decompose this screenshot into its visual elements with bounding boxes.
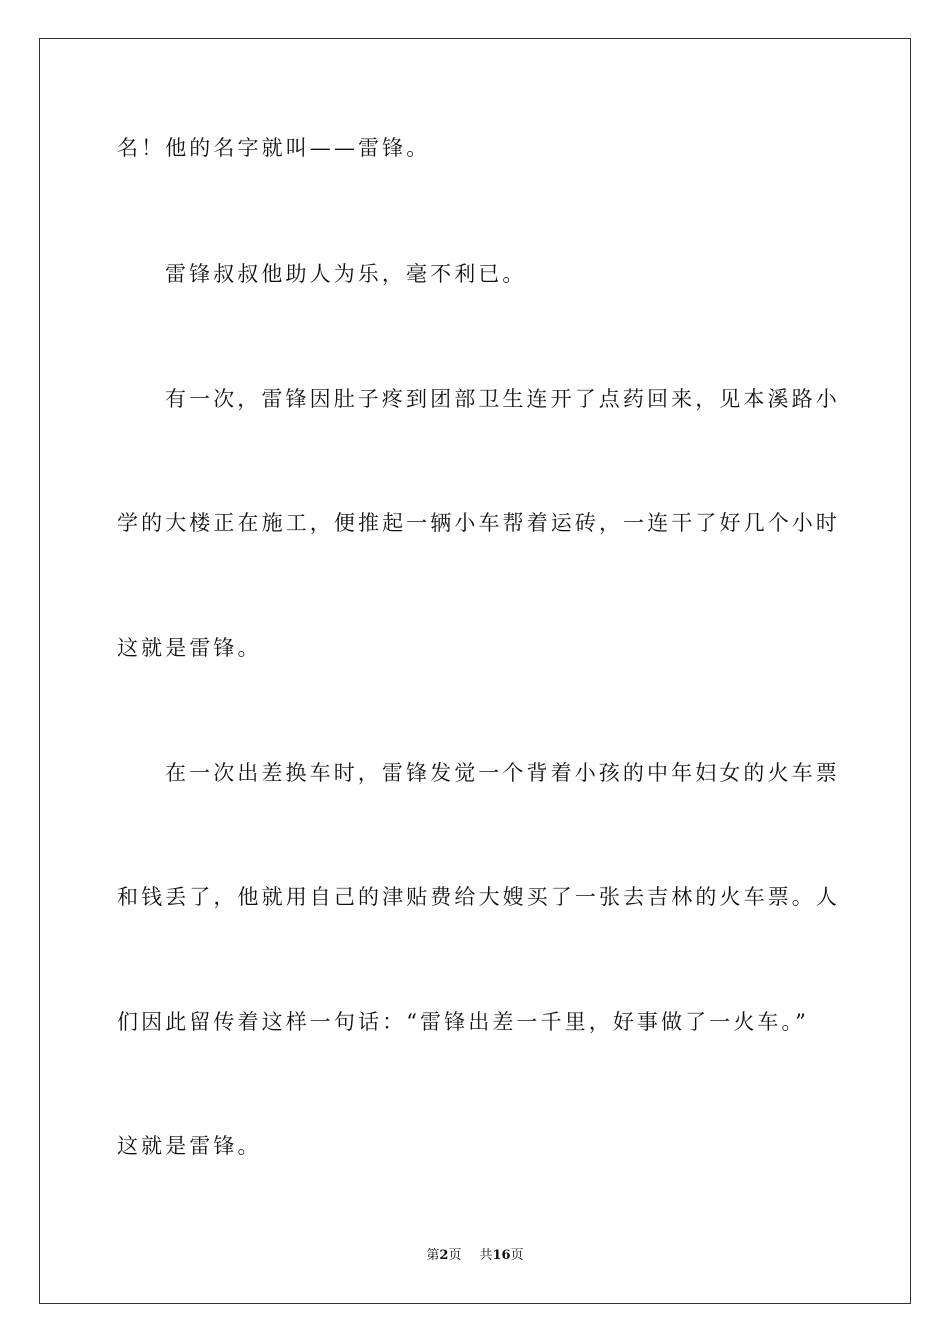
text-line: 名！他的名字就叫——雷锋。: [117, 136, 431, 160]
page-frame: [39, 38, 911, 1304]
page-footer: [0, 1247, 950, 1265]
page-number: 2: [439, 1248, 449, 1263]
total-prefix: 共: [479, 1248, 493, 1263]
text-line: 们因此留传着这样一句话：“雷锋出差一千里，好事做了一火车。”: [117, 1010, 809, 1034]
total-pages: 16: [492, 1248, 511, 1263]
text-line: 这就是雷锋。: [117, 1134, 262, 1158]
text-line: 学的大楼正在施工，便推起一辆小车帮着运砖，一连干了好几个小时: [117, 511, 840, 535]
text-line: 这就是雷锋。: [117, 636, 262, 660]
text-line: 和钱丢了，他就用自己的津贴费给大嫂买了一张去吉林的火车票。人: [117, 885, 840, 909]
paragraph-text-line: 在一次出差换车时，雷锋发觉一个背着小孩的中年妇女的火车票: [165, 761, 840, 785]
page-suffix: 页: [448, 1248, 462, 1263]
total-suffix: 页: [510, 1248, 524, 1263]
paragraph-text-line: 有一次，雷锋因肚子疼到团部卫生连开了点药回来，见本溪路小: [165, 387, 840, 411]
page-prefix: 第: [426, 1248, 440, 1263]
paragraph-text-line: 雷锋叔叔他助人为乐，毫不利已。: [165, 262, 527, 286]
